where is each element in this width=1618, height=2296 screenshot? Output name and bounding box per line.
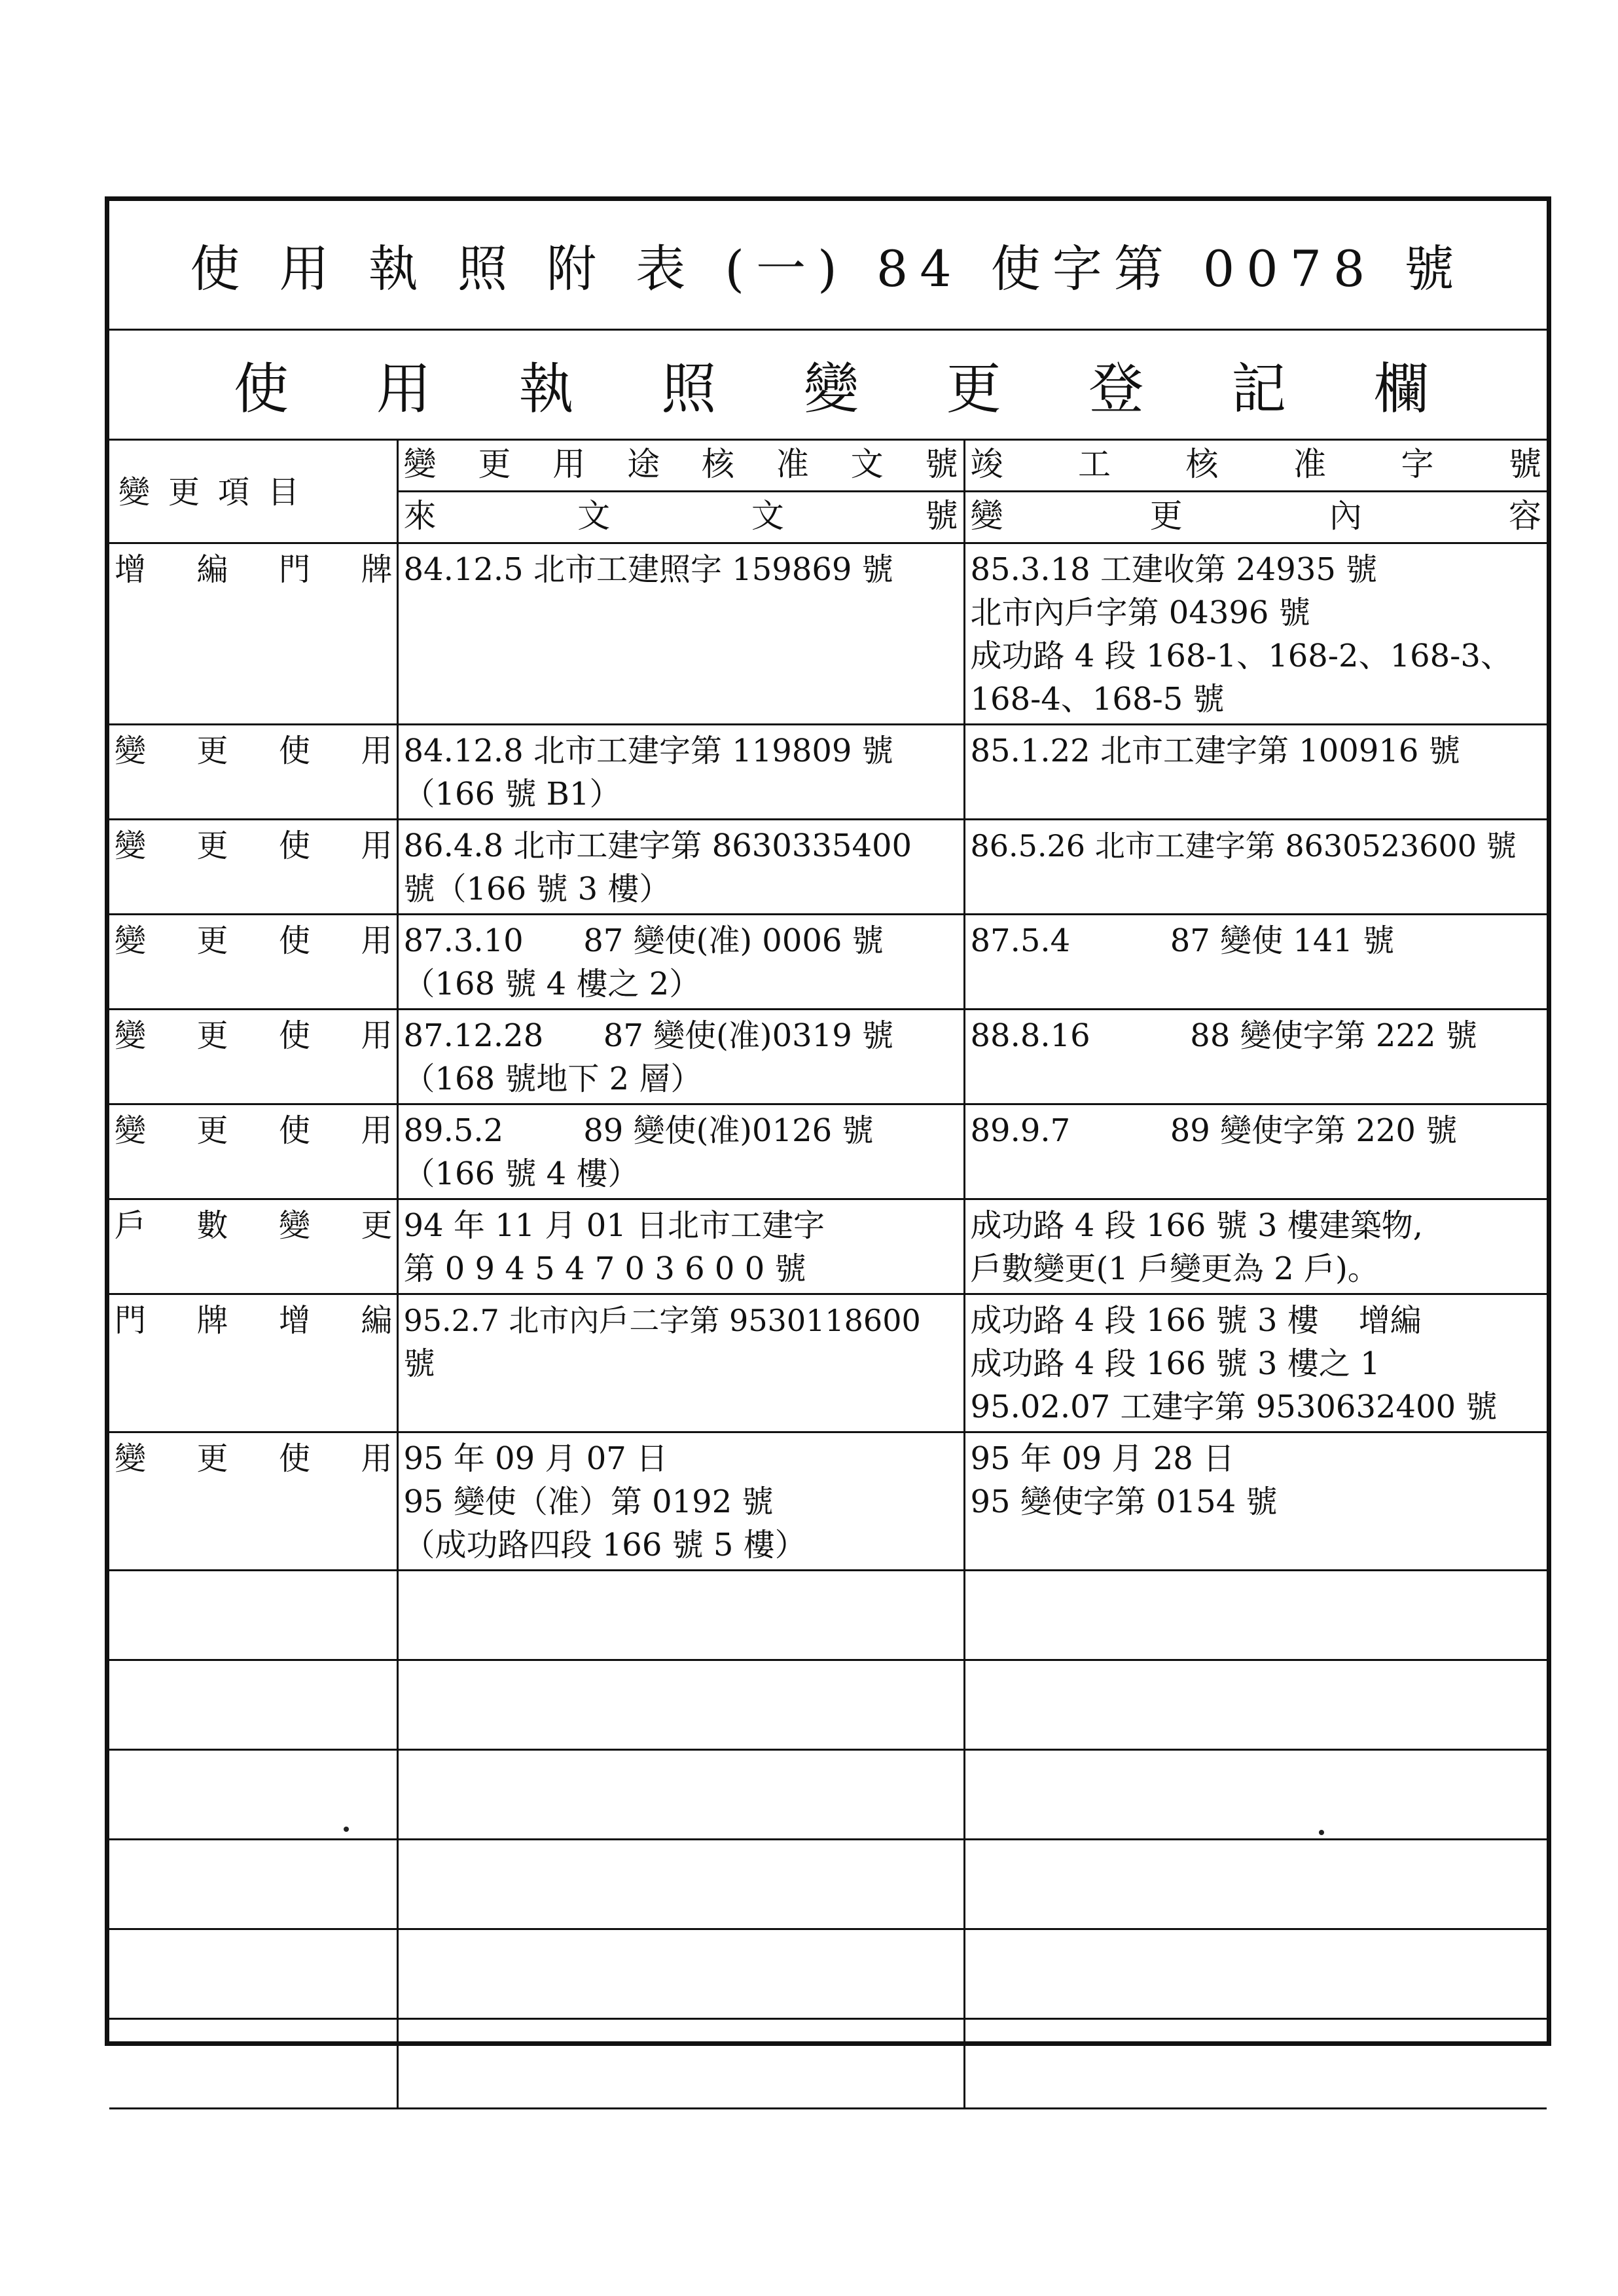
table-row [109, 820, 1547, 915]
approval-cell [397, 725, 964, 820]
content-cell [964, 725, 1547, 820]
change-item-cell [109, 915, 397, 1010]
approval-text: 號（166 號 3 樓） [403, 871, 671, 907]
change-item: 變更使用 [115, 733, 393, 769]
empty-cell [109, 2019, 397, 2109]
approval-cell [397, 1104, 964, 1199]
table-row [109, 1010, 1547, 1104]
content-cell [964, 543, 1547, 725]
approval-text: 95 年 09 月 07 日 [403, 1440, 668, 1477]
approval-text: 94 年 11 月 01 日北市工建字 [403, 1207, 825, 1244]
empty-cell [109, 1660, 397, 1750]
content-text: 成功路 4 段 166 號 3 樓之 1 [970, 1345, 1380, 1382]
content-text: 168-4、168-5 號 [970, 681, 1225, 718]
change-item: 變更使用 [115, 828, 393, 864]
empty-cell [109, 1840, 397, 1929]
content-text: 89.9.7 89 變使字第 220 號 [970, 1112, 1458, 1149]
approval-text: 第 0 9 4 5 4 7 0 3 6 0 0 號 [403, 1250, 806, 1287]
empty-cell [964, 1929, 1547, 2019]
table-row [109, 1432, 1547, 1571]
content-text: 87.5.4 87 變使 141 號 [970, 922, 1395, 959]
empty-cell [964, 1750, 1547, 1840]
approval-text: （166 號 4 樓） [403, 1156, 639, 1192]
header-change-item [109, 441, 397, 543]
content-text: 成功路 4 段 166 號 3 樓 增編 [970, 1302, 1422, 1339]
change-item-cell [109, 543, 397, 725]
subtitle-char: 更 [946, 357, 1001, 421]
change-item-cell [109, 725, 397, 820]
approval-text: 87.3.10 87 變使(准) 0006 號 [403, 922, 884, 959]
header-completion-number-label: 竣工核准字號 [970, 445, 1541, 483]
header-document-number [397, 492, 964, 543]
empty-cell [397, 1571, 964, 1660]
content-text: 85.3.18 工建收第 24935 號 [970, 551, 1378, 588]
content-text: 成功路 4 段 168-1、168-2、168-3、 [970, 638, 1512, 674]
table-row [109, 1199, 1547, 1294]
approval-text: （168 號地下 2 層） [403, 1061, 702, 1097]
empty-row [109, 1840, 1547, 1929]
content-text: 86.5.26 北市工建字第 8630523600 號 [970, 828, 1517, 864]
empty-cell [397, 1660, 964, 1750]
subtitle-char: 使 [234, 357, 289, 421]
content-text: 95.02.07 工建字第 9530632400 號 [970, 1389, 1498, 1425]
empty-row [109, 1571, 1547, 1660]
content-text: 北市內戶字第 04396 號 [970, 594, 1310, 631]
header-approval-number [397, 441, 964, 492]
header-row [109, 441, 1547, 492]
change-item: 門牌增編 [115, 1302, 393, 1339]
subtitle-char: 登 [1088, 357, 1144, 421]
content-cell [964, 1199, 1547, 1294]
content-cell [964, 1104, 1547, 1199]
approval-text: （成功路四段 166 號 5 樓） [403, 1527, 806, 1563]
content-cell [964, 915, 1547, 1010]
content-cell [964, 1010, 1547, 1104]
subtitle-char: 用 [376, 357, 431, 421]
change-item: 戶數變更 [115, 1207, 393, 1244]
change-item-cell [109, 1104, 397, 1199]
approval-cell [397, 543, 964, 725]
change-item-cell [109, 820, 397, 915]
approval-cell [397, 820, 964, 915]
approval-text: 89.5.2 89 變使(准)0126 號 [403, 1112, 874, 1149]
approval-text: 86.4.8 北市工建字第 8630335400 [403, 828, 912, 864]
change-item-cell [109, 1432, 397, 1571]
header-change-content [964, 492, 1547, 543]
content-cell [964, 1432, 1547, 1571]
change-item: 變更使用 [115, 1017, 393, 1054]
form-title-text: 使 用 執 照 附 表 (一) 84 使字第 0078 號 [190, 240, 1466, 298]
change-item: 變更使用 [115, 922, 393, 959]
table-row [109, 1294, 1547, 1432]
approval-text: （168 號 4 樓之 2） [403, 966, 701, 1002]
approval-text: （166 號 B1） [403, 776, 621, 812]
content-text: 88.8.16 88 變使字第 222 號 [970, 1017, 1477, 1054]
empty-cell [397, 1929, 964, 2019]
table-row [109, 543, 1547, 725]
content-cell [964, 1294, 1547, 1432]
approval-text: 84.12.8 北市工建字第 119809 號 [403, 733, 893, 769]
content-text: 95 變使字第 0154 號 [970, 1484, 1278, 1520]
empty-cell [109, 1571, 397, 1660]
empty-cell [397, 1840, 964, 1929]
header-approval-number-label: 變更用途核准文號 [403, 445, 958, 483]
form-subtitle [109, 331, 1547, 441]
subtitle-char: 變 [803, 357, 859, 421]
approval-cell [397, 1294, 964, 1432]
change-item: 變更使用 [115, 1112, 393, 1149]
change-item: 變更使用 [115, 1440, 393, 1477]
empty-cell [397, 2019, 964, 2109]
empty-row [109, 1750, 1547, 1840]
approval-text: 95 變使（准）第 0192 號 [403, 1484, 774, 1520]
approval-cell [397, 915, 964, 1010]
change-item: 增編門牌 [115, 551, 393, 588]
content-text: 95 年 09 月 28 日 [970, 1440, 1235, 1477]
content-cell [964, 820, 1547, 915]
empty-cell [109, 1750, 397, 1840]
empty-row [109, 2019, 1547, 2109]
empty-cell [109, 1929, 397, 2019]
subtitle-char: 照 [661, 357, 717, 421]
empty-cell [964, 1571, 1547, 1660]
approval-text: 號 [403, 1345, 435, 1382]
approval-text: 87.12.28 87 變使(准)0319 號 [403, 1017, 894, 1054]
registration-form [105, 196, 1551, 2046]
header-change-content-label: 變更內容 [970, 497, 1541, 535]
approval-text: 84.12.5 北市工建照字 159869 號 [403, 551, 893, 588]
header-completion-number [964, 441, 1547, 492]
empty-cell [964, 1840, 1547, 1929]
content-text: 85.1.22 北市工建字第 100916 號 [970, 733, 1460, 769]
empty-cell [964, 2019, 1547, 2109]
header-document-number-label: 來文文號 [403, 497, 958, 535]
empty-row [109, 1660, 1547, 1750]
change-item-cell [109, 1294, 397, 1432]
subtitle-char: 記 [1231, 357, 1287, 421]
approval-cell [397, 1432, 964, 1571]
empty-row [109, 1929, 1547, 2019]
content-text: 成功路 4 段 166 號 3 樓建築物, [970, 1207, 1424, 1244]
change-item-cell [109, 1199, 397, 1294]
approval-cell [397, 1199, 964, 1294]
content-text: 戶數變更(1 戶變更為 2 戶)。 [970, 1250, 1379, 1287]
subtitle-char: 欄 [1373, 357, 1429, 421]
approval-cell [397, 1010, 964, 1104]
subtitle-char: 執 [518, 357, 574, 421]
table-row [109, 1104, 1547, 1199]
empty-cell [397, 1750, 964, 1840]
scan-speck [344, 1827, 349, 1832]
approval-text: 95.2.7 北市內戶二字第 9530118600 [403, 1303, 921, 1338]
empty-cell [964, 1660, 1547, 1750]
header-change-item-label: 變更項目 [118, 473, 318, 511]
change-item-cell [109, 1010, 397, 1104]
form-title [109, 201, 1547, 331]
table-row [109, 725, 1547, 820]
scan-speck [1319, 1830, 1324, 1835]
change-record-table [109, 441, 1547, 2109]
table-row [109, 915, 1547, 1010]
